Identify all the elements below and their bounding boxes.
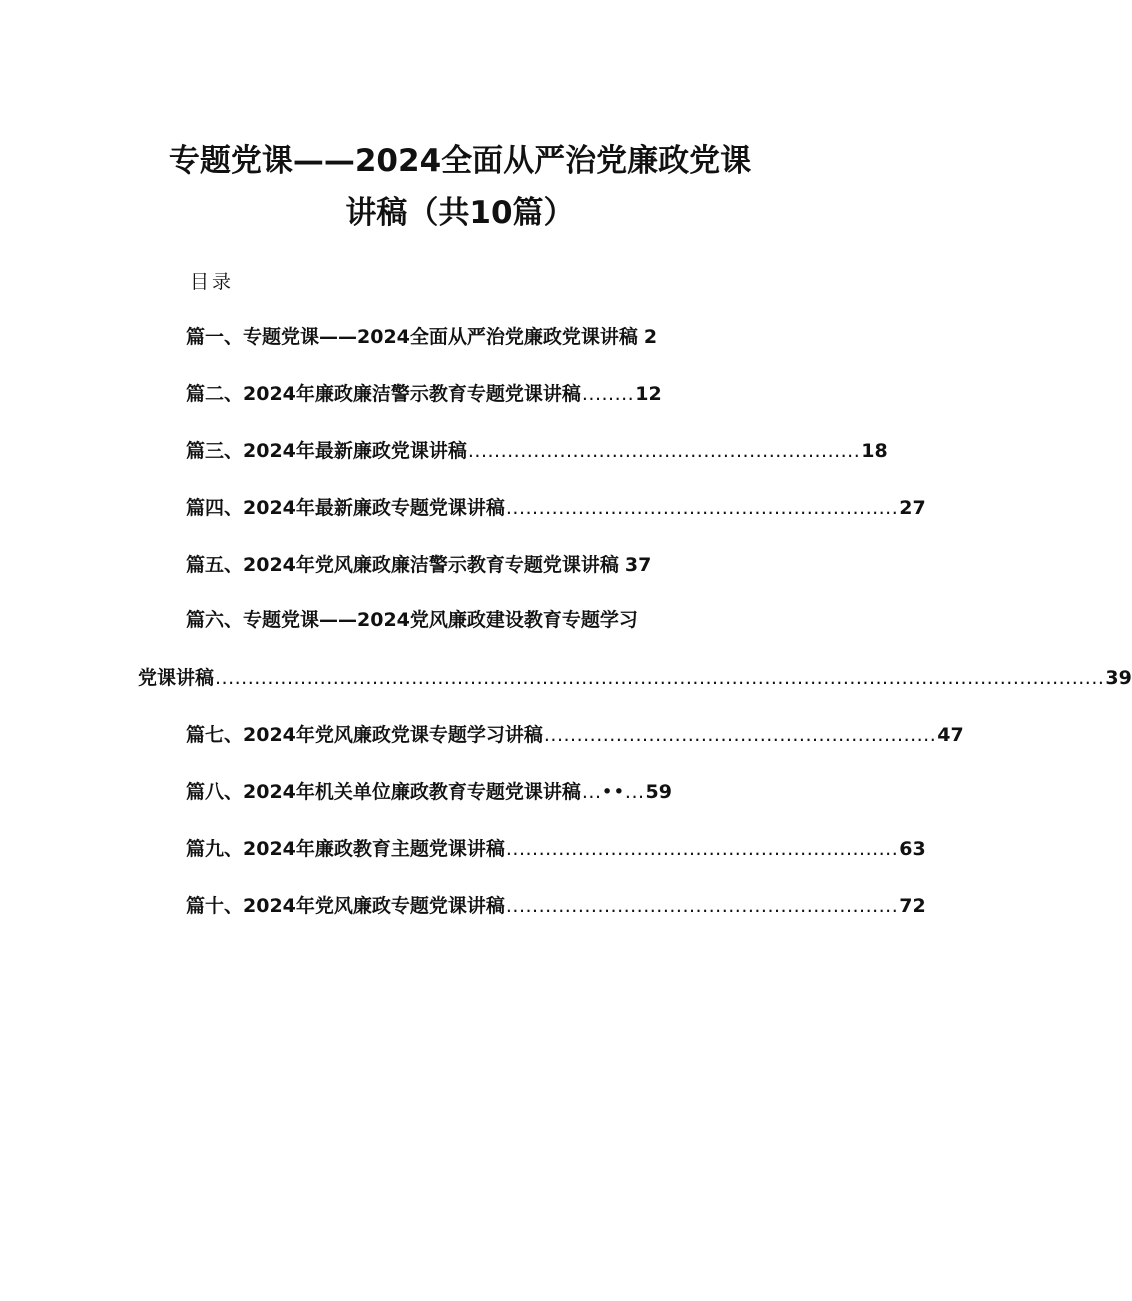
toc-entry-label: 篇三、2024年最新廉政党课讲稿 [186,440,467,462]
toc-entry-8[interactable] [186,783,672,802]
toc-heading: 目录 [190,271,235,293]
toc-entry-3[interactable] [186,440,888,462]
toc-entry-10[interactable] [186,895,926,917]
toc-entry-page: 39 [1105,667,1132,689]
toc-entry-9[interactable] [186,838,926,860]
toc-entry-page: 47 [937,724,964,746]
toc-entry-7[interactable] [186,724,964,746]
toc-entry-label: 篇七、2024年党风廉政党课专题学习讲稿 [186,724,543,746]
toc-leader: ............................................................ [505,895,899,917]
toc-leader: ............................................................ [505,497,899,519]
document-title-line-2: 讲稿（共10篇） [345,195,575,231]
toc-entry-label: 篇八、2024年机关单位廉政教育专题党课讲稿 [186,781,581,803]
toc-entry-5[interactable] [186,556,651,575]
toc-entry-label: 篇十、2024年党风廉政专题党课讲稿 [186,895,505,917]
toc-leader: ............................................................ [467,440,861,462]
toc-entry-page: 12 [635,383,662,405]
toc-leader: ........ [581,383,635,405]
toc-entry-page: 72 [899,895,926,917]
toc-entry-label: 篇九、2024年廉政教育主题党课讲稿 [186,838,505,860]
toc-entry-page: 2 [643,326,658,348]
toc-entry-6-line-1[interactable] [186,611,638,630]
toc-entry-label: 篇二、2024年廉政廉洁警示教育专题党课讲稿 [186,383,581,405]
toc-entry-label: 篇六、专题党课——2024党风廉政建设教育专题学习 [186,609,638,631]
toc-entry-6-line-2[interactable] [138,667,1132,689]
toc-entry-page: 59 [645,781,672,803]
toc-entry-1[interactable] [186,328,657,347]
toc-entry-label: 篇一、专题党课——2024全面从严治党廉政党课讲稿 [186,326,638,348]
toc-entry-page: 63 [899,838,926,860]
toc-leader: ...••... [581,781,645,803]
toc-entry-2[interactable] [186,385,662,404]
toc-entry-label: 篇五、2024年党风廉政廉洁警示教育专题党课讲稿 [186,554,619,576]
toc-leader: ............................................................ [543,724,937,746]
document-title-line-1: 专题党课——2024全面从严治党廉政党课 [168,143,752,179]
toc-entry-continuation: 党课讲稿 [138,667,215,689]
toc-leader: ............................................................ [505,838,899,860]
toc-entry-page: 37 [624,554,652,576]
toc-entry-page: 27 [899,497,926,519]
toc-leader: ........................................................................................................................................ [215,667,1105,689]
toc-entry-4[interactable] [186,497,926,519]
toc-entry-page: 18 [861,440,888,462]
toc-entry-label: 篇四、2024年最新廉政专题党课讲稿 [186,497,505,519]
